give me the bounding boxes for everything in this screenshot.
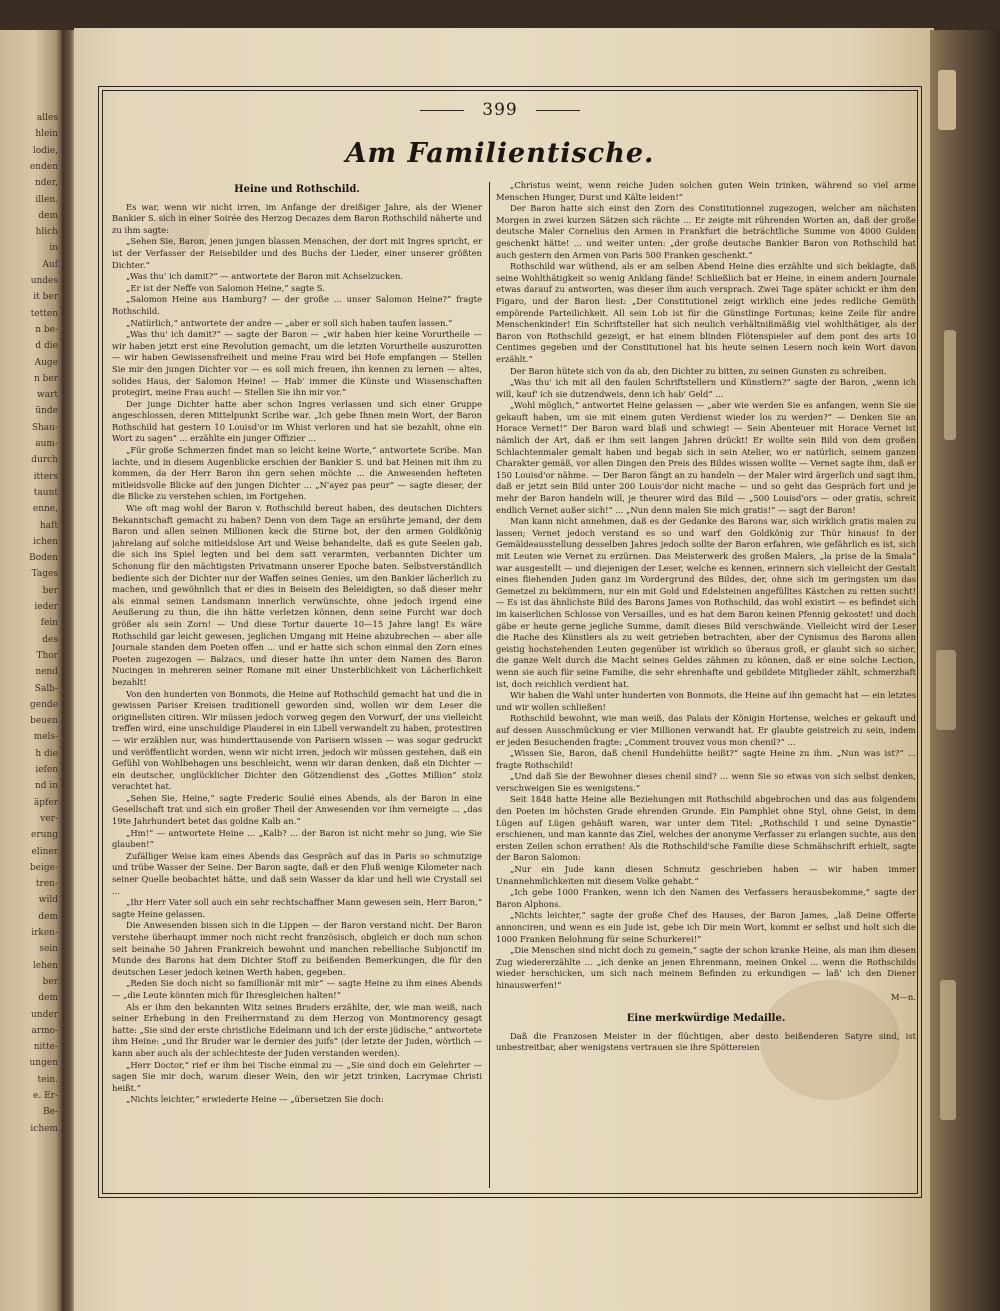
worn-page-edge bbox=[930, 30, 1000, 1311]
previous-page-text-fragment: fein bbox=[40, 618, 58, 629]
paragraph: „Sehen Sie, Baron, jenen jungen blassen Menschen, der dort mit Ingres spricht, er ist der Verfasser der Reisebilder und des Buchs der Lieder, einer unserer größten Dichter.“ bbox=[112, 236, 482, 270]
article-body-medal bbox=[496, 1031, 916, 1054]
previous-page-text-fragment: iefen bbox=[35, 765, 58, 775]
paragraph: „Ihr Herr Vater soll auch ein sehr rechtschaffner Mann gewesen sein, Herr Baron,“ sagte Heine gelassen. bbox=[112, 897, 482, 919]
previous-page-text-fragment: it ber bbox=[33, 292, 58, 303]
previous-page-text-fragment: tetten bbox=[30, 308, 58, 319]
paragraph: Wir haben die Wahl unter hunderten von Bonmots, die Heine auf ihn gemacht hat — ein letztes und wir wollen schließen! bbox=[496, 690, 916, 712]
previous-page-text-fragment: alles bbox=[36, 113, 58, 123]
previous-page-text-fragment: des bbox=[42, 634, 58, 645]
paragraph: „Wissen Sie, Baron, daß chenil Hundehütte heißt?“ sagte Heine zu ihm. „Nun was ist?“ ... fragte Rothschild! bbox=[496, 748, 916, 770]
previous-page-text-fragment: enden bbox=[29, 161, 58, 172]
previous-page-text-fragment: ünde bbox=[35, 406, 58, 417]
paragraph: Der junge Dichter hatte aber schon Ingres verlassen und sich einer Gruppe angeschlossen, deren Mittelpunkt Scribe war. „Ich gebe Ihnen mein Wort, der Baron Rothschild hat gestern 10 Louisd'or im Whist verloren und hat sie bezahlt, ohne ein Wort zu sagen“ ... erzählte ein junger Offizier ... bbox=[112, 398, 482, 444]
previous-page-text-fragment: beuen bbox=[29, 716, 58, 727]
paragraph: Daß die Franzosen Meister in der flüchtigen, aber desto beißenderen Satyre sind, ist unbestreitbar, aber wenigstens vertrauen sie ihre Spöttereien bbox=[496, 1030, 916, 1053]
previous-page-text-fragment: tren- bbox=[35, 879, 58, 890]
column-divider bbox=[489, 182, 490, 1188]
previous-page-text-fragment: dem bbox=[38, 911, 58, 922]
previous-page-text-fragment: nitte- bbox=[33, 1042, 58, 1053]
paragraph: „Herr Doctor,“ rief er ihm bei Tische einmal zu — „Sie sind doch ein Gelehrter — sagen Sie mir doch, warum dieser Wein, den wir jetzt trinken, Lacrymae Christi heißt.“ bbox=[112, 1059, 482, 1093]
previous-page-text-fragment: wild bbox=[38, 895, 58, 906]
previous-page-text-fragment: enne, bbox=[32, 504, 58, 515]
paragraph: „Für große Schmerzen findet man so leicht keine Worte,“ antwortete Scribe. Man lachte, und in diesem Augenblicke erschien der Bankier S. und bat Heinen mit ihm zu kommen, da der Herr Baron ihn gern sehen möchte ... die Anwesenden hefteten mitleidsvolle Blicke auf den jungen Dichter ... „N'ayez pas peur“ — sagte dieser, der die Blicke zu verstehen schien, im Fortgehen. bbox=[112, 445, 482, 502]
previous-page-text-fragment: nder, bbox=[34, 178, 58, 189]
previous-page-text-fragment: tein. bbox=[37, 1074, 58, 1085]
previous-page-text-fragment: sein bbox=[39, 944, 58, 955]
paragraph: Als er ihm den bekannten Witz seines Bruders erzählte, der, wie man weiß, nach seiner Erhebung in den Freiherrnstand zu dem Herzog von Montmorency gesagt hatte: „Sie sind der erste christliche Edelmann und ich der erste jüdische,“ antwortete ihm Heine: „und Ihr Bruder war le dernier des juifs“ (der letzte der Juden, wörtlich — kann aber auch als der schlechteste der Juden verstanden werden). bbox=[112, 1001, 482, 1058]
previous-page-text-fragment: nend bbox=[35, 667, 58, 678]
previous-page-text-fragment: Tages bbox=[31, 569, 58, 580]
previous-page-text-fragment: ver- bbox=[40, 813, 58, 824]
paragraph: Die Anwesenden bissen sich in die Lippen — der Baron verstand nicht. Der Baron verstehe überhaupt immer noch nicht recht französisch, obgleich er doch nun schon seit beinahe 50 Jahren Frankreich bewohnt und manchen rebellische Subjonctif im Munde des Barons hat dem Dichter Stoff zu beißenden Bemerkungen, die für den deutschen Leser jedoch keinen Werth haben, gegeben. bbox=[112, 920, 482, 977]
previous-page-text-fragment: aum- bbox=[35, 439, 58, 449]
previous-page-text-fragment: undes bbox=[30, 276, 58, 286]
paragraph: „Nur ein Jude kann diesen Schmutz geschrieben haben — wir haben immer Unannehmlichkeiten mit diesem Volke gehabt.“ bbox=[496, 864, 916, 886]
paragraph: „Sehen Sie, Heine,“ sagte Frederic Soulié eines Abends, als der Baron in eine Gesellschaft trat und sich ein großer Theil der Anwesenden vor ihm verneigte ... „das 19te Jahrhundert betet das goldne Kalb an.“ bbox=[112, 792, 482, 827]
previous-page-text-fragment: n be- bbox=[35, 324, 58, 335]
previous-page-text-fragment: Salb- bbox=[34, 683, 58, 694]
previous-page-text-fragment: beige- bbox=[29, 862, 58, 873]
article-title: Heine und Rothschild. bbox=[234, 184, 360, 195]
previous-page-text-fragment: lehen bbox=[32, 960, 58, 971]
previous-page-text-fragment: mels- bbox=[33, 732, 58, 743]
paragraph: „Natürlich,“ antwortete der andre — „aber er soll sich haben taufen lassen.“ bbox=[126, 317, 453, 328]
paragraph: „Reden Sie doch nicht so famillionär mit mir“ — sagte Heine zu ihm eines Abends — „die Leute könnten mich für Ihresgleichen halten!“ bbox=[112, 978, 482, 1000]
paragraph: Der Baron hatte sich einst den Zorn des Constitutionnel zugezogen, welcher am nächsten Morgen in zwei kurzen Sätzen sich rächte ... Er zeigte mit rührenden Worten an, daß der große deutsche Maler Cornelius den Armen in Frankfurt die beträchtliche Summe von 4000 Gulden geschenkt hätte! ... und weiter unten: „der große deutsche Bankier Baron von Rothschild hat auch gestern den Armen von Paris 500 Franken geschenkt.“ bbox=[496, 203, 916, 260]
previous-page-edge bbox=[0, 30, 62, 1311]
paragraph: Wie oft mag wohl der Baron v. Rothschild bereut haben, des deutschen Dichters Bekanntschaft gemacht zu haben? Denn von dem Tage an ersührte jemand, der dem Baron und allen seinen Millionen keck die Stirne bot, der den armen Goldkönig jahrelang auf solche mitleidslose Art und Weise behandelte, daß es gute Seelen gab, die sich ins Spiel legten und bei dem satt verarmten, verbannten Dichter um Schonung für den mächtigsten Privatmann unserer Epoche baten. Selbstverständlich bediente sich der Dichter nur der Waffen seines Genies, um den Bankier lächerlich zu machen, und gewöhnlich that er dies in Beisein des Beleidigten, so daß dieser mehr als einmal seinen Landsmann innerlich verwünschte, ohne jedoch irgend eine Aeußerung zu thun, die ihn hätte verletzen können, denn seine Furcht war doch größer als sein Zorn! — Und diese Tortur dauerte 10—15 Jahre lang! Es wäre Rothschild gar leicht gewesen, jeglichen Umgang mit Heine abzubrechen — aber alle Journale standen dem Poeten offen ... und er hatte sich schon einmal den Zorn eines Poeten zugezogen — Balzacs, und dieser hatte ihn unter dem Namen des Baron Nucingen in mehreren seiner Romane mit einer Unsterblichkeit von Lächerlichkeit bezahlt! bbox=[112, 503, 482, 687]
paragraph: Der Baron hütete sich von da ab, den Dichter zu bitten, zu seinen Gunsten zu schreiben. bbox=[510, 365, 887, 376]
previous-page-text-fragment: dem bbox=[38, 210, 58, 221]
column-right bbox=[496, 180, 916, 1190]
previous-page-text-fragment: in bbox=[49, 243, 58, 254]
previous-page-text-fragment: taunt bbox=[33, 487, 58, 498]
previous-page-text-fragment: d die bbox=[35, 341, 58, 352]
paragraph: „Ich gebe 1000 Franken, wenn ich den Namen des Verfassers herausbekomme,“ sagte der Baron Alphons. bbox=[496, 887, 916, 909]
previous-page-text-fragment: haft bbox=[39, 520, 58, 531]
paragraph: „Nichts leichter,“ erwiederte Heine — „übersetzen Sie doch: bbox=[126, 1094, 384, 1105]
previous-page-text-fragment: irken- bbox=[31, 928, 58, 938]
previous-page-text-fragment: Be- bbox=[43, 1107, 58, 1118]
page-number: 399 bbox=[482, 100, 518, 120]
previous-page-text-fragment: ungen bbox=[29, 1058, 58, 1069]
header-rule-right bbox=[536, 110, 580, 111]
paragraph: Seit 1848 hatte Heine alle Beziehungen mit Rothschild abgebrochen und das aus folgendem den Poeten im höchsten Grade ehrenden Grunde. Ein Pamphlet ohne Styl, ohne Geist, in dem Lügen auf Lügen gehäuft waren, war unter dem Titel: „Rothschild I und seine Dynastie“ erschienen, und man kannte das Ziel, welches der anonyme Verfasser zu erlangen suchte, aus den ersten Zeilen schon errathen! Als die Rothschild'sche Familie diese Schmähschrift erhielt, sagte der Baron Salomon: bbox=[496, 794, 916, 863]
previous-page-text-fragment: Thor bbox=[36, 650, 58, 661]
previous-page-text-fragment: Auf bbox=[42, 259, 58, 270]
previous-page-text-fragment: under bbox=[31, 1009, 58, 1020]
previous-page-text-fragment: itters bbox=[33, 471, 58, 482]
paragraph: „Wohl möglich,“ antwortet Heine gelassen — „aber wie werden Sie es anfangen, wenn Sie sie gekauft haben, um sie mit einem guten Verdienst wieder los zu werden?“ — Denken Sie an Horace Vernet!“ Der Baron ward blaß und schwieg! — Sein Abenteuer mit Horace Vernet ist nämlich der Art, daß er ihm seit langen Jahren drückt! Er wollte sein Bild von dem großen Schlachtenmaler gemalt haben und begab sich in sein Atelier, wo er natürlich, seinem ganzen Charakter gemäß, vor allen Dingen den Preis des Bildes wissen wollte — Vernet sagte ihm, daß er 150 Louisd'or nähme. — Der Baron fängt an zu handeln — der Maler wird ärgerlich und sagt ihm, daß er jetzt sein Bild unter 200 Louis'dor nicht mache — und so geht das Gespräch fort und je mehr der Baron handeln will, je theurer wird das Bild — „500 Louisd'ors — oder gratis, schreit endlich Vernet außer sich!“ ... „Nun denn malen Sie mich gratis!“ — sagt der Baron! bbox=[496, 400, 916, 515]
section-title: Am Familientische. bbox=[345, 138, 655, 169]
previous-page-text-fragment: armo- bbox=[31, 1025, 58, 1036]
paragraph: „Die Menschen sind nicht doch zu gemein,“ sagte der schon kranke Heine, als man ihm diesen Zug wiedererzählte ... „ich denke an jenen Ehrenmann, meinen Onkel ... wenn die Rothschilds wieder herschicken, um sich nach meinem Befinden zu erkundigen — laß' ich den Diener hinauswerfen!“ bbox=[496, 945, 916, 990]
paragraph: „Was thu' ich damit?“ — sagte der Baron — „wir haben hier keine Vorurtheile — wir haben jetzt erst eine Revolution gemacht, um die letzten Vorurtheile auszurotten — wir haben Gewissensfreiheit und meine Frau wird bei Hofe empfangen — Stellen Sie mir den jungen Dichter vor — es soll mich freuen, ihn kennen zu lernen — altes, solides Haus, der Salomon Heine! — Hab' immer die Künste und Wissenschaften protegirt, meine Frau auch! — Stellen Sie ihn mir vor.“ bbox=[112, 329, 482, 398]
paragraph: „Er ist der Neffe von Salomon Heine,“ sagte S. bbox=[126, 282, 325, 293]
author-signature: M—n. bbox=[890, 991, 916, 1002]
previous-page-text-fragment: hlich bbox=[35, 227, 58, 238]
article-body bbox=[112, 202, 482, 1106]
paragraph: „Was thu' ich damit?“ — antwortete der Baron mit Achselzucken. bbox=[126, 271, 404, 282]
paragraph: Rothschild bewohnt, wie man weiß, das Palais der Königin Hortense, welches er gekauft und auf dessen Ausschmückung er vier Millionen verwandt hat. Er glaubte geistreich zu sein, indem er jeden Besuchenden fragte: „Comment trouvez vous mon chenil?“ ... bbox=[496, 713, 916, 747]
paragraph: „Was thu' ich mit all den faulen Schriftstellern und Künstlern?“ sagte der Baron, „wenn ich will, kauf' ich sie dutzendweis, denn ich hab' Geld“ ... bbox=[496, 377, 916, 399]
previous-page-text-fragment: ichem bbox=[30, 1123, 58, 1134]
previous-page-text-fragment: lodie, bbox=[32, 145, 58, 156]
previous-page-text-fragment: ichen bbox=[33, 536, 58, 547]
previous-page-text-fragment: ber bbox=[42, 976, 58, 987]
previous-page-text-fragment: ber bbox=[42, 585, 58, 596]
previous-page-text-fragment: Boden bbox=[29, 553, 58, 564]
paragraph: „Und daß Sie der Bewohner dieses chenil sind? ... wenn Sie so etwas von sich selbst denken, verschweigen Sie es wenigstens.“ bbox=[496, 771, 916, 793]
column-left bbox=[112, 180, 482, 1190]
previous-page-text-fragment: Shau- bbox=[31, 422, 58, 433]
previous-page-text-fragment: ieder bbox=[34, 602, 58, 612]
previous-page-text-fragment: eliner bbox=[31, 846, 58, 857]
paragraph: Von den hunderten von Bonmots, die Heine auf Rothschild gemacht hat und die in gewissen Pariser Kreisen traditionell geworden sind, wollen wir dem Leser die originellsten citiren. Wir müssen jedoch vorweg gegen den Vorwurf, der uns vielleicht treffen wird, eine unschuldige Plauderei in ein Libell verwandelt zu haben, protestiren — wir erzählen nur, was hunderttausende von Parisern wissen — was sogar gedruckt und veröffentlicht worden, wenn wir nicht irren, jedoch wir müssen gestehen, daß ein Gefühl von Wohlbehagen uns beschleicht, wenn wir daran denken, daß ein Dichter — ein deutscher, unglücklicher Dichter den Götzendienst des „Gottes Million“ stolz verachtet hat. bbox=[112, 688, 482, 792]
paragraph: „Salomon Heine aus Hamburg? — der große ... unser Salomon Heine?“ fragte Rothschild. bbox=[112, 294, 482, 316]
previous-page-text-fragment: e. Er- bbox=[33, 1091, 58, 1101]
previous-page-text-fragment: n ber bbox=[33, 373, 58, 384]
paragraph: Zufälliger Weise kam eines Abends das Gespräch auf das in Paris so schmutzige und trübe Wasser der Seine. Der Baron sagte, daß er den Fluß wenige Kilometer nach seiner Quelle beobachtet hätte, und daß sein Wasser da klar und hell wie Crystall sei ... bbox=[112, 850, 482, 896]
previous-page-text-fragment: Auge bbox=[34, 357, 58, 368]
previous-page-text-fragment: durch bbox=[31, 455, 58, 466]
paragraph: Man kann nicht annehmen, daß es der Gedanke des Barons war, sich wirklich gratis malen zu lassen; Vernet jedoch verstand es so und warf den Goldkönig zur Thür hinaus! In der Gemäldeausstellung desselben Jahres jedoch sollte der Baron erfahren, wie gefährlich es ist, sich mit Leuten wie Vernet zu erzürnen. Das Meisterwerk des großen Malers, „la prise de la Smala“ war ausgestellt — und diejenigen der Leser, welche es kennen, erinnern sich vielleicht der Gestalt eines fliehenden Juden ganz im Vordergrund des Bildes, der, ohne sich im geringsten um das Gemetzel zu bekümmern, nur ein mit Gold und Edelsteinen angefülltes Kästchen zu retten sucht! — Es ist das ähnlichste Bild des Barons James von Rothschild, das wohl existirt — es befindet sich im kaiserlichen Schlosse von Versailles, und es hat dem Baron keinen Pfennig gekostet! und doch gäbe er heute gerne jegliche Summe, damit dieses Bild verschwände. Vielleicht wird der Leser die Rache des Künstlers als zu weit getrieben betrachten, aber der Cynismus des Barons allen geistig hochstehenden Leuten gegenüber ist wirklich so überaus groß, er glaubt sich so sicher, die ganze Welt durch die Macht seines Geldes zähmen zu können, daß er eine solche Lection, wenn sie auch für seine Familie, die sehr ehrenhafte und gebildete Mitglieder zählt, schmerzhaft ist, doch reichlich verdient hat. bbox=[496, 516, 916, 689]
article-title-medal: Eine merkwürdige Medaille. bbox=[626, 1013, 786, 1025]
previous-page-text-fragment: gende bbox=[30, 699, 58, 710]
previous-page-text-fragment: nd in bbox=[34, 781, 58, 792]
previous-page-text-fragment: h die bbox=[35, 748, 58, 759]
previous-page-text-fragment: illen. bbox=[35, 194, 58, 205]
paragraph: „Nichts leichter,“ sagte der große Chef des Hauses, der Baron James, „laß Deine Offerte annonciren, und wenn es ein Jude ist, gebe ich Dir mein Wort, kommt er selbst und holt sich die 1000 Franken Belohnung für seine Schurkerei!“ bbox=[496, 910, 916, 944]
previous-page-text-fragment: erung bbox=[31, 830, 58, 841]
previous-page-text-fragment: wart bbox=[37, 390, 58, 401]
paragraph: Es war, wenn wir nicht irren, im Anfange der dreißiger Jahre, als der Wiener Bankier S. sich in einer Soirée des Herzog Decazes dem Baron Rothschild näherte und zu ihm sagte: bbox=[112, 201, 482, 235]
paragraph: „Hm!“ — antwortete Heine ... „Kalb? ... der Baron ist nicht mehr so jung, wie Sie glauben!“ bbox=[112, 827, 482, 850]
paragraph: Rothschild war wüthend, als er am selben Abend Heine dies erzählte und sich beklagte, daß seine Wohlthätigkeit so wenig Anklang fände! Schließlich bat er Heine, in einem andern Journale etwas darauf zu antworten, was dieser ihm auch versprach. Zwei Tage später schickt er ihm den Figaro, und der Baron liest: „Der Constitutionel zeigt wirklich eine jedes redliche Gemüth empörende Parteilichkeit. All sein Lob ist für die Günstlinge Fortunas; keine Zeile für andre Menschenkinder! Ein Schriftsteller hat sich neulich verhältnißmäßig viel wohlthätiger, als der Baron von Rothschild gezeigt, er hat einem blinden Flötenspieler auf dem pont des arts 10 Centimes gegeben und der Constitutionel hat bis heute seinen Lesern noch kein Wort davon erzählt.“ bbox=[496, 261, 916, 364]
previous-page-text-fragment: hlein bbox=[35, 129, 58, 140]
header-rule-left bbox=[420, 110, 464, 111]
previous-page-text-fragment: dem bbox=[38, 993, 58, 1004]
previous-page-text-fragment: äpfer bbox=[33, 797, 58, 808]
article-continuation bbox=[496, 180, 916, 992]
paragraph: „Christus weint, wenn reiche Juden solchen guten Wein trinken, während so viel arme Menschen Hunger, Durst und Kälte leiden!“ bbox=[496, 180, 916, 202]
